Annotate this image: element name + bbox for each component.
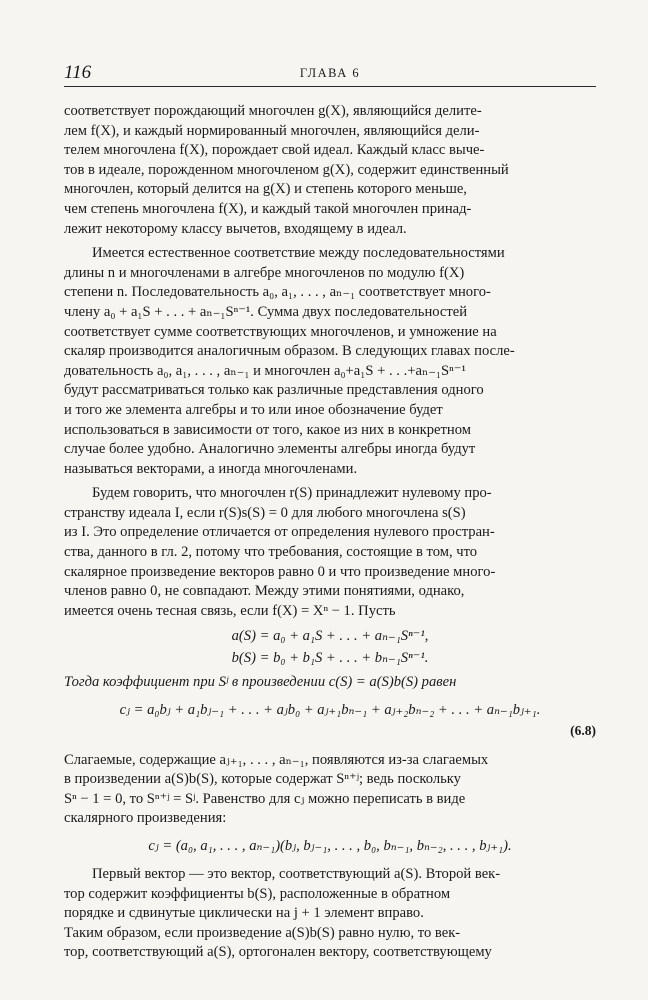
page-body [64, 102, 596, 963]
text-line: скалярного произведения: [64, 810, 227, 827]
text-line: скалярное произведение векторов равно 0 и что произведение много- [64, 563, 496, 580]
text-line: длины n и многочленами в алгебре многочленов по модулю f(X) [64, 264, 465, 281]
text-line: Тогда коэффициент при Sʲ в произведении c(S) = a(S)b(S) равен [64, 674, 457, 691]
text-line: странству идеала I, если r(S)s(S) = 0 для любого многочлена s(S) [64, 504, 466, 521]
formula-b: b(S) = b₀ + b₁S + . . . + bₙ₋₁Sⁿ⁻¹. [231, 650, 429, 667]
text-line: тор содержит коэффициенты b(S), расположенные в обратном [64, 885, 451, 902]
text-line: использоваться в зависимости от того, какое из них в конкретном [64, 421, 471, 438]
text-line: соответствует порождающий многочлен g(X), являющийся делите- [64, 103, 482, 119]
text-line: соответствует сумме соответствующих многочленов, и умножение на [64, 323, 497, 340]
text-line: Таким образом, если произведение a(S)b(S) равно нулю, то век- [64, 924, 461, 941]
text-line: Слагаемые, содержащие aⱼ₊₁, . . . , aₙ₋₁, появляются из-за слагаемых [64, 751, 489, 768]
text-line: чем степень многочлена f(X), и каждый такой многочлен принад- [64, 200, 472, 217]
formula-a: a(S) = a₀ + a₁S + . . . + aₙ₋₁Sⁿ⁻¹, [231, 628, 429, 645]
paragraph [64, 751, 596, 829]
paragraph [64, 244, 596, 479]
text-line: Первый вектор — это вектор, соответствующий a(S). Второй век- [92, 866, 501, 882]
text-line: степени n. Последовательность a₀, a₁, . . . , aₙ₋₁ соответствует много- [64, 284, 491, 301]
chapter-title: ГЛАВА 6 [299, 66, 361, 80]
page-header [64, 62, 596, 87]
page-number: 116 [64, 62, 92, 83]
text-line: в произведении a(S)b(S), которые содержат Sⁿ⁺ʲ; ведь поскольку [64, 771, 461, 788]
text-line: скаляр производится аналогичным образом. В следующих главах после- [64, 343, 515, 360]
paragraph [64, 865, 596, 963]
text-line: ства, данного в гл. 2, потому что требования, состоящие в том, что [64, 544, 478, 561]
text-line: Имеется естественное соответствие между последовательностями [92, 245, 505, 262]
text-line: многочлен, который делится на g(X) и степень которого меньше, [64, 181, 467, 198]
text-line: телем многочлена f(X), порождает свой идеал. Каждый класс выче- [64, 142, 485, 159]
text-line: тор, соответствующий a(S), ортогонален вектору, соответствующему [64, 944, 492, 961]
text-line: называться векторами, а иногда многочленами. [64, 460, 358, 477]
text-line: члену a₀ + a₁S + . . . + aₙ₋₁Sⁿ⁻¹. Сумма двух последовательностей [64, 303, 468, 320]
formula-cj: cⱼ = a₀bⱼ + a₁bⱼ₋₁ + . . . + aⱼb₀ + aⱼ₊₁bₙ₋₁ + aⱼ₊₂bₙ₋₂ + . . . + aₙ₋₁bⱼ₊₁. [119, 702, 541, 719]
text-line: случае более удобно. Аналогично элементы алгебры иногда будут [64, 441, 476, 458]
text-line: членов равно 0, не совпадают. Между этими понятиями, однако, [64, 583, 465, 600]
equation-number: (6.8) [570, 723, 596, 739]
text-line: лежит некоторому классу вычетов, входящему в идеал. [64, 220, 407, 237]
text-line: тов в идеале, порожденном многочленом g(X), содержит единственный [64, 161, 509, 178]
text-line: Sⁿ − 1 = 0, то Sⁿ⁺ʲ = Sʲ. Равенство для cⱼ можно переписать в виде [64, 790, 466, 807]
text-line: довательность a₀, a₁, . . . , aₙ₋₁ и многочлен a₀+a₁S + . . .+aₙ₋₁Sⁿ⁻¹ [64, 362, 466, 379]
formula-cj-dot: cⱼ = (a₀, a₁, . . . , aₙ₋₁)(bⱼ, bⱼ₋₁, . . . , b₀, bₙ₋₁, bₙ₋₂, . . . , bⱼ₊₁). [148, 838, 512, 854]
text-line: будут рассматриваться только как различные представления одного [64, 382, 484, 399]
text-line: лем f(X), и каждый нормированный многочлен, являющийся дели- [64, 122, 480, 139]
text-line: порядке и сдвинутые циклически на j + 1 элемент вправо. [64, 905, 424, 922]
text-line: и того же элемента алгебры и то или иное обозначение будет [64, 401, 443, 418]
paragraph [64, 484, 596, 621]
text-line: Будем говорить, что многочлен r(S) принадлежит нулевому про- [92, 485, 492, 502]
text-line: имеется очень тесная связь, если f(X) = Xⁿ − 1. Пусть [64, 602, 396, 619]
paragraph [64, 102, 596, 239]
text-line: из I. Это определение отличается от определения нулевого простран- [64, 524, 495, 541]
